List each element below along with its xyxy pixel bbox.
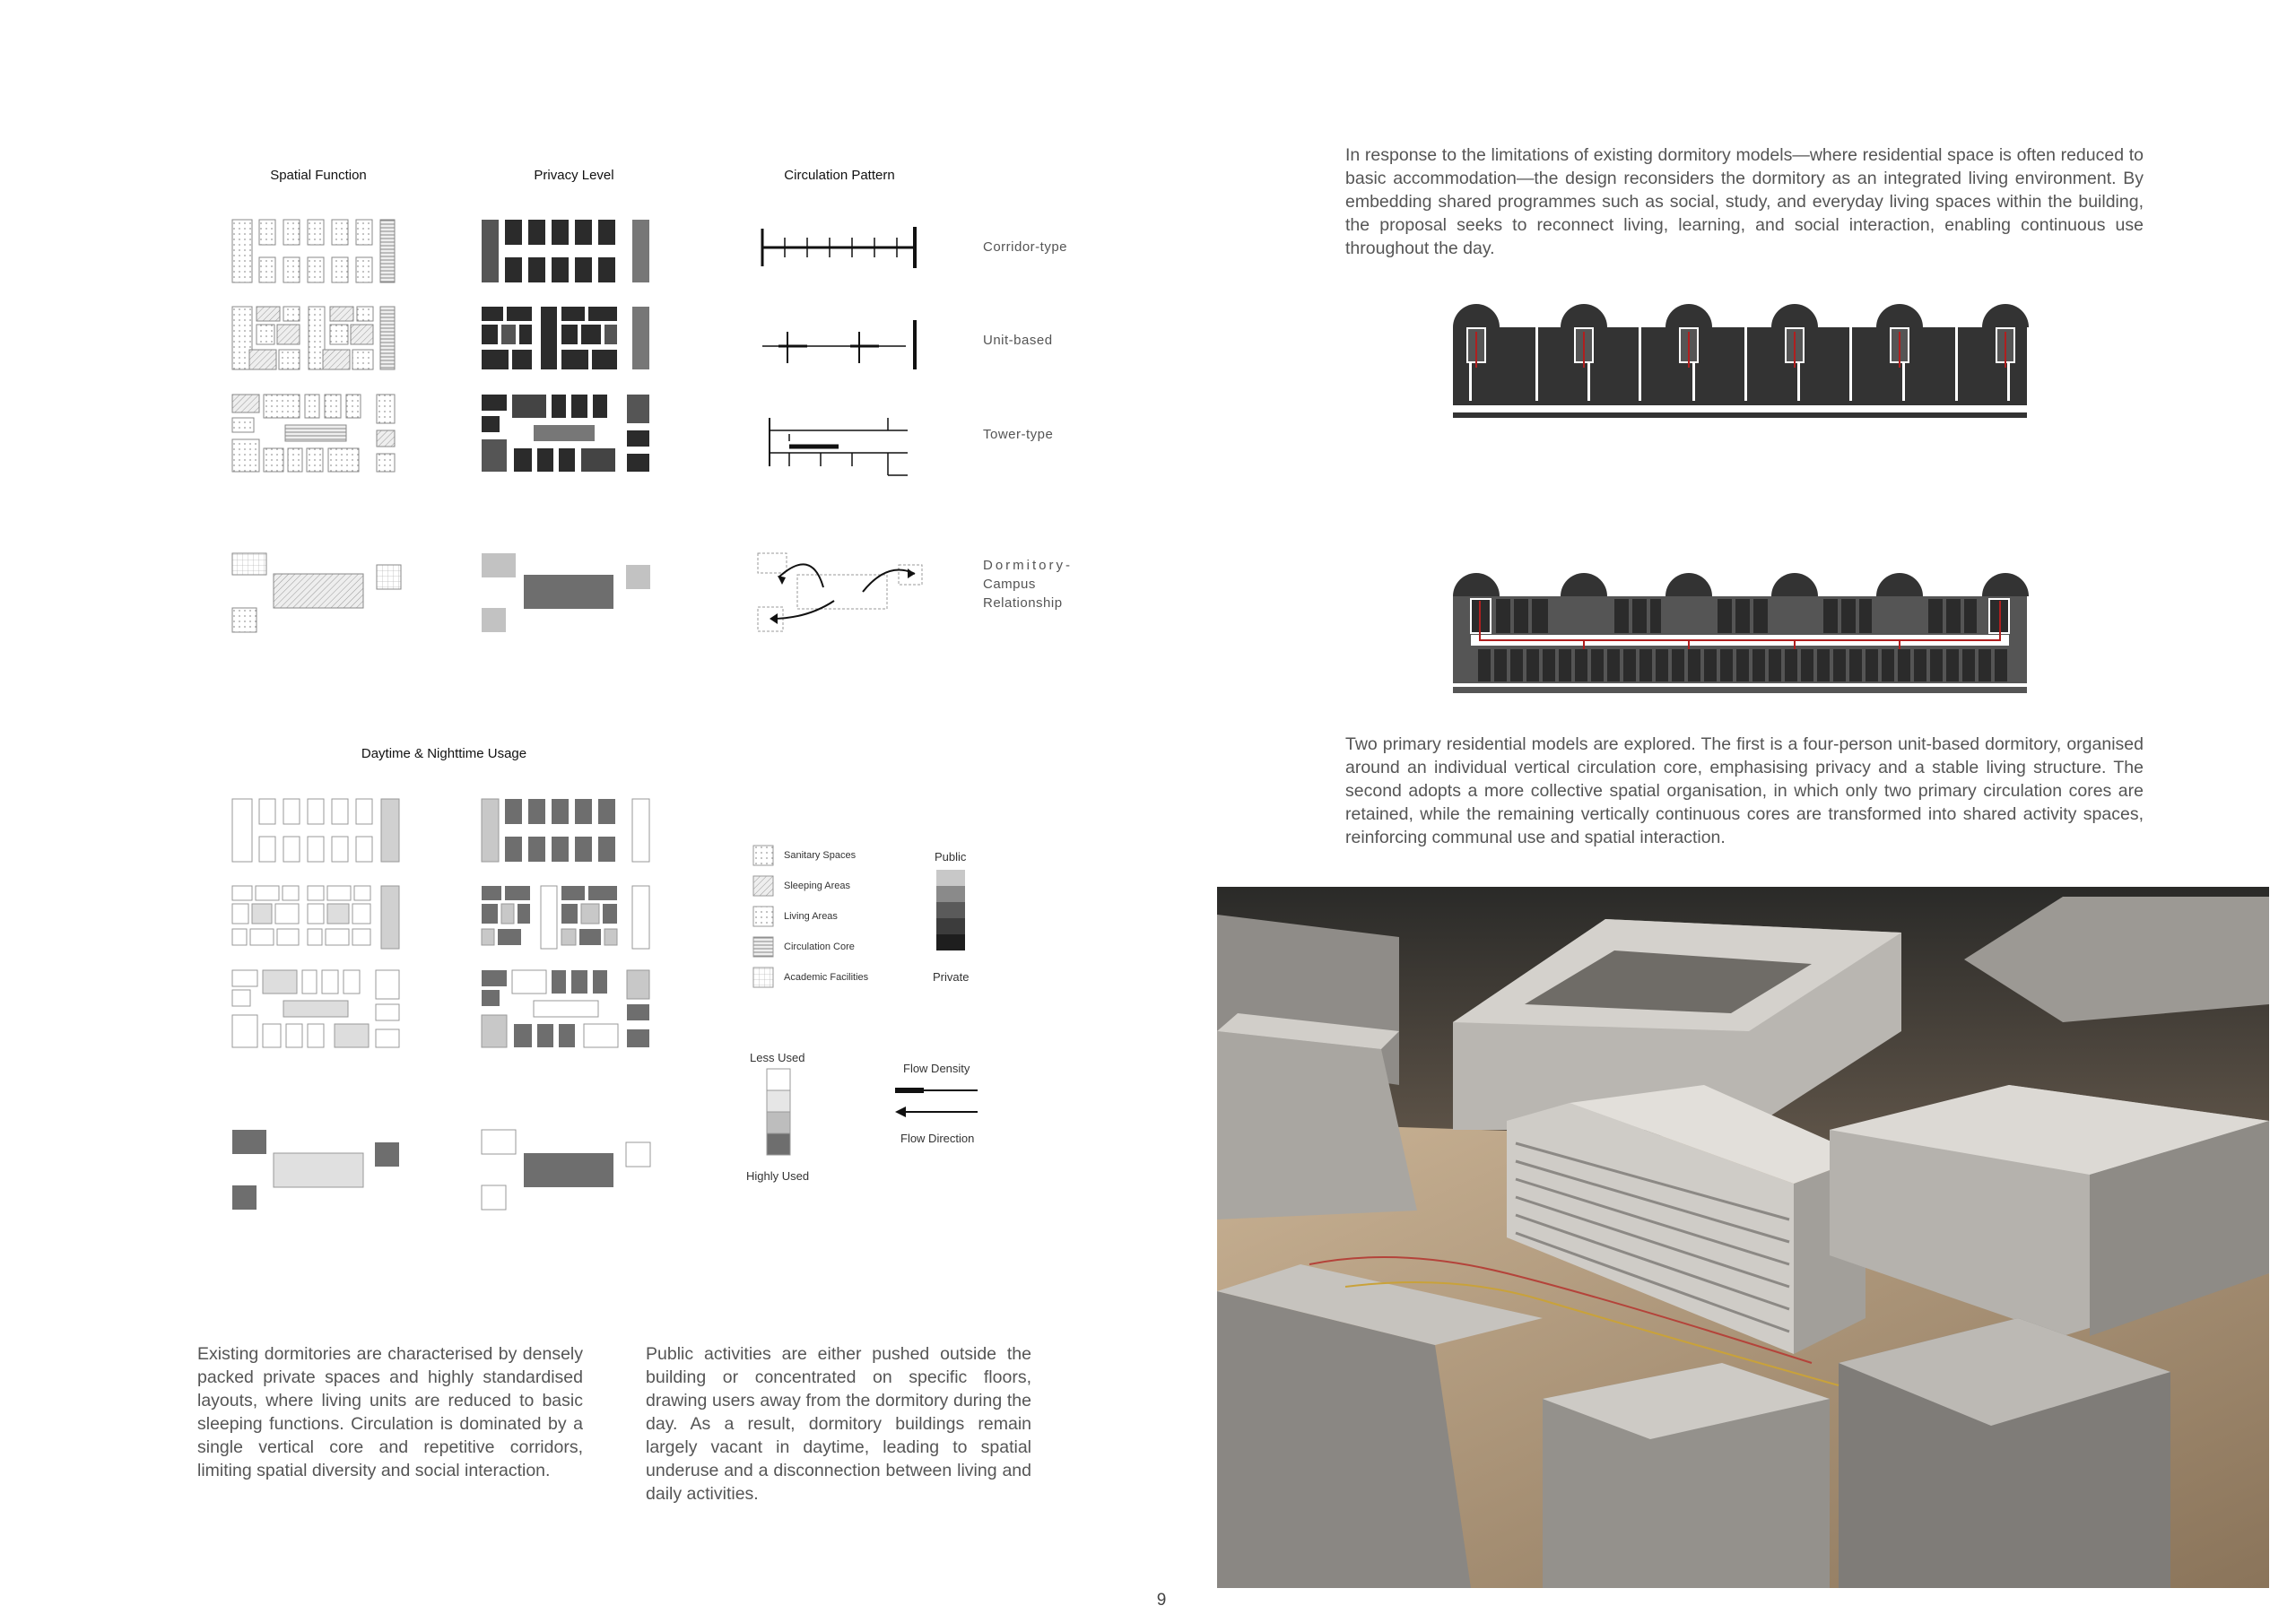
- plan-unit-based: [1453, 304, 2029, 418]
- header-spatial-function: Spatial Function: [270, 168, 367, 183]
- legend-highly-used: Highly Used: [746, 1169, 810, 1183]
- header-circulation-pattern: Circulation Pattern: [784, 168, 895, 183]
- privacy-level-diagrams: [482, 220, 650, 632]
- legend-sanitary: Sanitary Spaces: [784, 850, 857, 861]
- plan-collective: [1453, 573, 2029, 693]
- daytime-usage-diagrams: [232, 799, 399, 1210]
- label-corridor-type: Corridor-type: [983, 239, 1068, 255]
- existing-paragraph: Existing dormitories are characterised by densely packed private spaces and highly standardised layouts, where living units are reduced to basic sleeping functions. Circulation is dominated by a single vertical core and repetitive corridors, limiting spatial diversity and social interaction.: [197, 1344, 583, 1480]
- header-privacy-level: Privacy Level: [534, 168, 614, 183]
- legend-living: Living Areas: [784, 911, 838, 922]
- legend-swatches: [753, 846, 978, 1155]
- page-number: 9: [1156, 1591, 1167, 1610]
- label-dormitory: Dormitory-: [983, 558, 1073, 573]
- legend-sleeping: Sleeping Areas: [784, 881, 850, 891]
- legend-private: Private: [933, 970, 970, 984]
- legend-academic: Academic Facilities: [784, 972, 869, 983]
- legend-flow-density: Flow Density: [903, 1062, 970, 1075]
- label-unit-based: Unit-based: [983, 333, 1053, 348]
- legend-circulation: Circulation Core: [784, 942, 855, 952]
- label-campus: Campus: [983, 577, 1036, 592]
- model-photo: [1217, 887, 2269, 1588]
- models-paragraph: Two primary residential models are explored. The first is a four-person unit-based dormitory, organised around an individual vertical circulation core, emphasising privacy and a stable living structure. The second adopts a more collective spatial organisation, in which only two primary circulation cores are retained, while the remaining vertically continuous cores are transformed into shared activity spaces, reinforcing communal use and spatial interaction.: [1345, 734, 2144, 847]
- label-relationship: Relationship: [983, 595, 1063, 611]
- legend-flow-direction: Flow Direction: [900, 1132, 975, 1145]
- spatial-function-diagrams: [232, 220, 401, 632]
- legend-less-used: Less Used: [750, 1051, 805, 1064]
- circulation-pattern-diagrams: [758, 227, 922, 631]
- legend-public: Public: [935, 850, 967, 864]
- header-day-night-usage: Daytime & Nighttime Usage: [361, 746, 527, 761]
- label-tower-type: Tower-type: [983, 427, 1054, 442]
- public-paragraph: Public activities are either pushed outside the building or concentrated on specific floors, drawing users away from the dormitory during the day. As a result, dormitory buildings remain largely vacant in daytime, leading to spatial underuse and a disconnection between living and daily activities.: [646, 1344, 1031, 1504]
- intro-paragraph: In response to the limitations of existing dormitory models—where residential space is often reduced to basic accommodation—the design reconsiders the dormitory as an integrated living environment. By embedding shared programmes such as social, study, and everyday living spaces within the building, the proposal seeks to reconnect living, learning, and social interaction, enabling continuous use throughout the day.: [1345, 145, 2144, 258]
- nighttime-usage-diagrams: [482, 799, 650, 1210]
